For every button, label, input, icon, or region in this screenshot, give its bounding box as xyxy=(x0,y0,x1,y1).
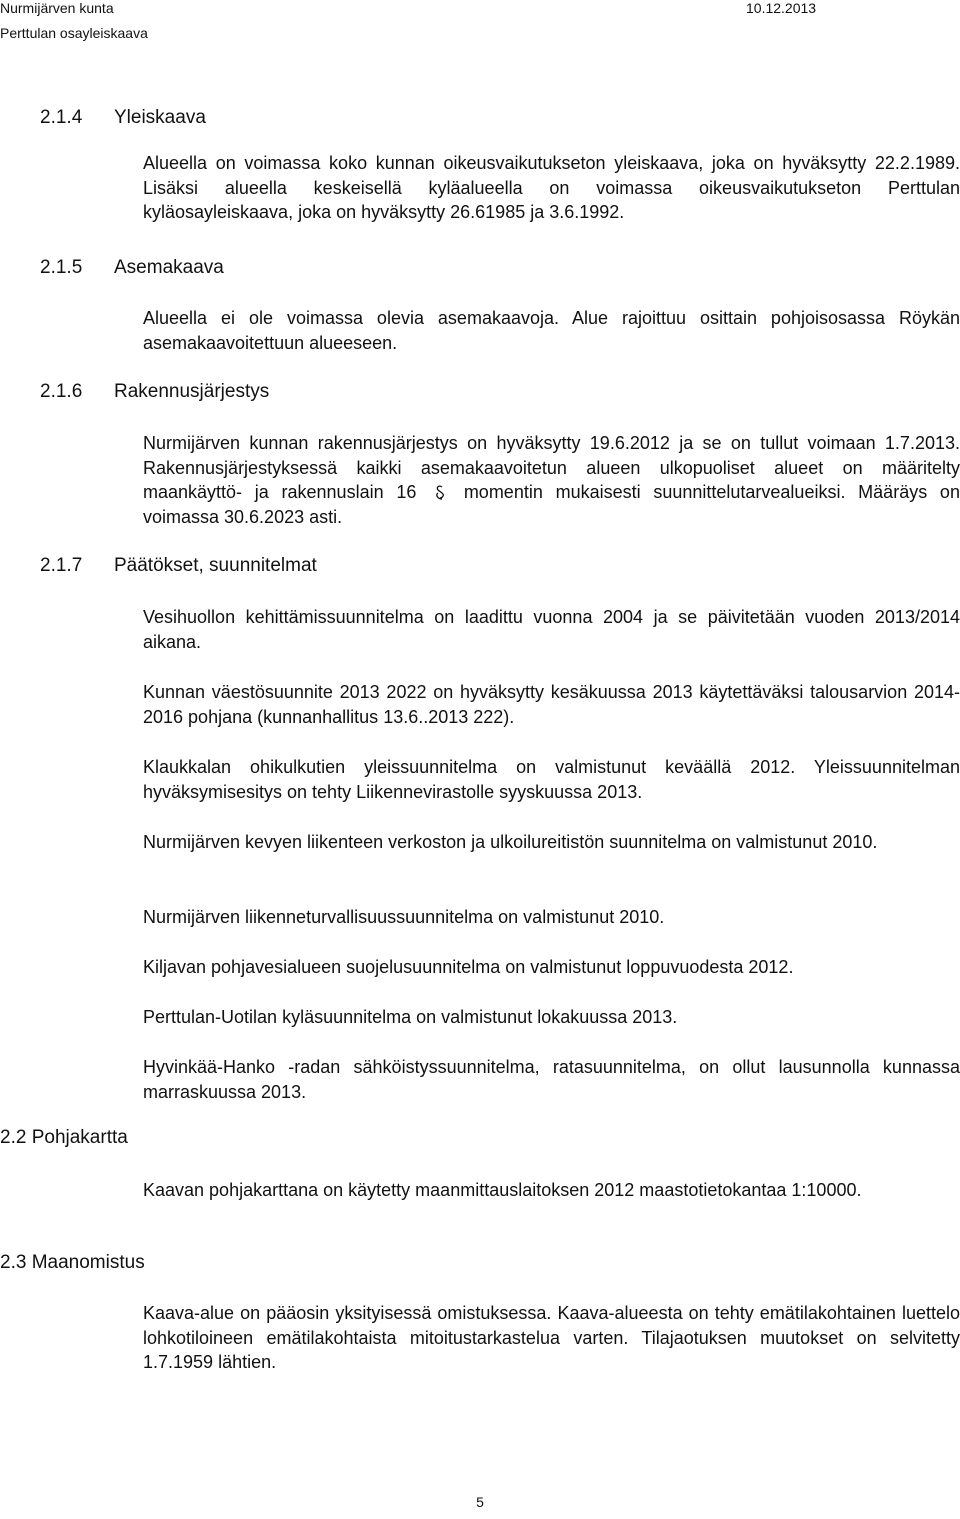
section-number: 2.2 xyxy=(0,1127,27,1148)
section-number: 2.1.6 xyxy=(40,381,83,402)
paragraph-klaukkala: Klaukkalan ohikulkutien yleissuunnitelma on valmistunut keväällä 2012. Yleissuunnitelman hyväksymisesitys on tehty Liikennevirastolle syyskuussa 2013. xyxy=(143,757,960,802)
paragraph-maanomistus: Kaava-alue on pääosin yksityisessä omistuksessa. Kaava-alueesta on tehty emätilakohtainen luettelo lohkotiloineen emätilakohtaista mitoitustarkastelua varten. Tilajaotuksen muutokset on selvitetty 1.7.1959 lähtien. xyxy=(143,1303,960,1373)
section-heading-2-1-6 xyxy=(40,381,269,403)
paragraph-perttula-uotila: Perttulan-Uotilan kyläsuunnitelma on valmistunut lokakuussa 2013. xyxy=(143,1007,678,1027)
section-title: Maanomistus xyxy=(31,1252,145,1273)
section-heading-2-2 xyxy=(0,1127,128,1149)
section-title: Asemakaava xyxy=(114,257,224,278)
section-heading-2-1-4 xyxy=(40,107,206,129)
paragraph-vaestosuunnite: Kunnan väestösuunnite 2013 2022 on hyväksytty kesäkuussa 2013 käytettäväksi talousarvion 2014-2016 pohjana (kunnanhallitus 13.6..2013 222). xyxy=(143,682,960,727)
paragraph-kevyt-liikenne: Nurmijärven kevyen liikenteen verkoston ja ulkoilureitistön suunnitelma on valmistunut 2010. xyxy=(143,832,878,852)
paragraph-kiljava: Kiljavan pohjavesialueen suojelusuunnitelma on valmistunut loppuvuodesta 2012. xyxy=(143,957,794,977)
section-heading-2-1-5 xyxy=(40,257,224,279)
section-number: 2.1.4 xyxy=(40,107,83,128)
section-title: Päätökset, suunnitelmat xyxy=(114,555,317,576)
paragraph-hyvinkaa-hanko: Hyvinkää-Hanko -radan sähköistyssuunnitelma, ratasuunnitelma, on ollut lausunnolla kunnassa marraskuussa 2013. xyxy=(143,1057,960,1102)
section-number: 2.1.7 xyxy=(40,555,83,576)
page-number: 5 xyxy=(476,1494,484,1510)
paragraph-rakennusjarjestys xyxy=(143,431,960,529)
section-heading-2-1-7 xyxy=(40,555,317,577)
section-title: Pohjakartta xyxy=(31,1127,128,1148)
section-number: 2.1.5 xyxy=(40,257,83,278)
section-title: Rakennusjärjestys xyxy=(114,381,270,402)
section-title: Yleiskaava xyxy=(114,107,206,128)
paragraph-pohjakartta: Kaavan pohjakarttana on käytetty maanmittauslaitoksen 2012 maastotietokantaa 1:10000. xyxy=(143,1180,862,1200)
section-sign-icon xyxy=(435,483,445,499)
paragraph-vesihuolto: Vesihuollon kehittämissuunnitelma on laadittu vuonna 2004 ja se päivitetään vuoden 2013/2014 aikana. xyxy=(143,607,960,652)
header-date: 10.12.2013 xyxy=(746,0,817,16)
header-organization: Nurmijärven kunta xyxy=(0,0,114,16)
paragraph-yleiskaava: Alueella on voimassa koko kunnan oikeusvaikutukseton yleiskaava, joka on hyväksytty 22.2.1989. Lisäksi alueella keskeisellä kyläalueella on voimassa oikeusvaikutukseton Perttulan kyläosayleiskaava, joka on hyväksytty 26.61985 ja 3.6.1992. xyxy=(143,153,960,223)
section-number: 2.3 xyxy=(0,1252,27,1273)
header-document-title: Perttulan osayleiskaava xyxy=(0,25,148,41)
paragraph-text: momentin mukaisesti suunnittelutarvealueiksi. Määräys on voimassa 30.6.2023 asti. xyxy=(143,482,960,527)
section-heading-2-3 xyxy=(0,1252,145,1274)
paragraph-asemakaava: Alueella ei ole voimassa olevia asemakaavoja. Alue rajoittuu osittain pohjoisosassa Röykän asemakaavoitettuun alueeseen. xyxy=(143,308,960,353)
paragraph-liikenneturvallisuus: Nurmijärven liikenneturvallisuussuunnitelma on valmistunut 2010. xyxy=(143,907,665,927)
paragraph-text: Nurmijärven kunnan rakennusjärjestys on hyväksytty 19.6.2012 ja se on tullut voimaan 1.7.2013. Rakennusjärjestyksessä kaikki asemakaavoitetun alueen ulkopuoliset alueet on määritelty maankäyttö- ja rakennuslain 16 xyxy=(143,433,960,503)
